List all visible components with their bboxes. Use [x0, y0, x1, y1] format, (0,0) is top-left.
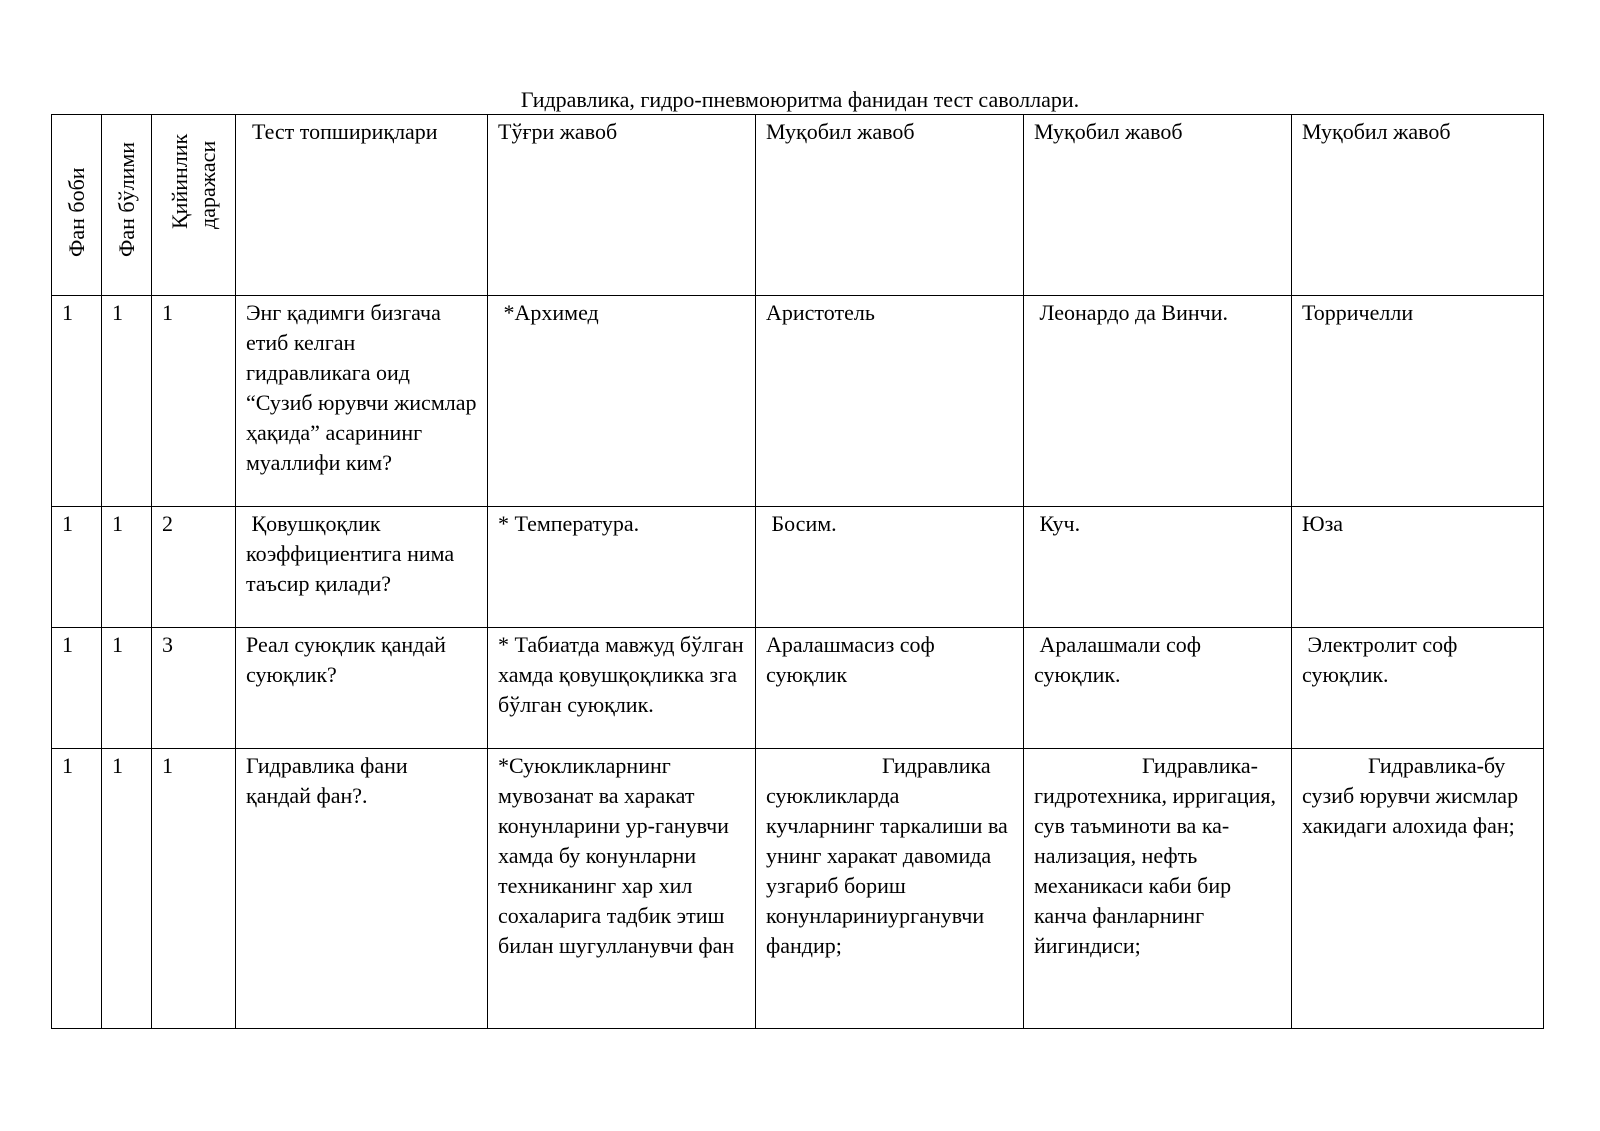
header-task — [236, 115, 488, 296]
cell-difficulty: 3 — [152, 628, 236, 749]
cell-section: 1 — [102, 296, 152, 507]
cell-chapter: 1 — [52, 749, 102, 1029]
header-difficulty — [152, 115, 236, 296]
header-task-label: Тест топшириқлари — [252, 119, 438, 144]
cell-alt2: Аралашмали соф суюқлик. — [1024, 628, 1292, 749]
table-row — [52, 628, 1544, 749]
cell-task: Энг қадимги бизгача етиб келган гидравликага оид “Сузиб юрувчи жисмлар ҳақида” асарининг муаллифи ким? — [236, 296, 488, 507]
cell-task: Гидравлика фани қандай фан?. — [236, 749, 488, 1029]
cell-alt3: Гидравлика-бу сузиб юрувчи жисмлар хакидаги алохида фан; — [1292, 749, 1544, 1029]
cell-alt3: Электролит соф суюқлик. — [1292, 628, 1544, 749]
cell-difficulty: 1 — [152, 296, 236, 507]
header-correct — [488, 115, 756, 296]
cell-alt2: Куч. — [1024, 507, 1292, 628]
cell-chapter: 1 — [52, 628, 102, 749]
header-row — [52, 115, 1544, 296]
cell-correct: * Табиатда мавжуд бўлган хамда қовушқоқликка зга бўлган суюқлик. — [488, 628, 756, 749]
cell-correct: *Архимед — [488, 296, 756, 507]
table-row — [52, 296, 1544, 507]
header-alt3-label: Муқобил жавоб — [1302, 119, 1451, 144]
cell-chapter: 1 — [52, 507, 102, 628]
header-chapter — [52, 115, 102, 296]
cell-section: 1 — [102, 628, 152, 749]
cell-chapter: 1 — [52, 296, 102, 507]
header-alt1 — [756, 115, 1024, 296]
document-title: Гидравлика, гидро-пневмоюритма фанидан тест саволлари. — [520, 87, 1080, 112]
header-section-label: Фан бўлими — [113, 141, 139, 257]
header-alt3 — [1292, 115, 1544, 296]
cell-difficulty: 1 — [152, 749, 236, 1029]
cell-alt1: Босим. — [756, 507, 1024, 628]
table-row — [52, 507, 1544, 628]
cell-difficulty: 2 — [152, 507, 236, 628]
header-alt2 — [1024, 115, 1292, 296]
cell-alt1: Аралашмасиз соф суюқлик — [756, 628, 1024, 749]
header-correct-label: Тўғри жавоб — [498, 119, 618, 144]
cell-section: 1 — [102, 749, 152, 1029]
cell-section: 1 — [102, 507, 152, 628]
cell-alt3: Юза — [1292, 507, 1544, 628]
test-questions-table — [51, 114, 1544, 1029]
header-alt2-label: Муқобил жавоб — [1034, 119, 1183, 144]
header-alt1-label: Муқобил жавоб — [766, 119, 915, 144]
cell-alt1: Гидравлика суюкликларда кучларнинг таркалиши ва унинг харакат давомида узгариб бориш конунлариниурганувчи фандир; — [756, 749, 1024, 1029]
header-section — [102, 115, 152, 296]
header-chapter-label: Фан боби — [63, 167, 89, 257]
header-difficulty-label: Қийинлик даражаси — [166, 133, 220, 229]
cell-task: Қовушқоқлик коэффициентига нима таъсир қилади? — [236, 507, 488, 628]
cell-correct: * Температура. — [488, 507, 756, 628]
cell-alt2: Гидравлика-гидротехника, ирригация, сув таъминоти ва ка-нализация, нефть механикаси каби бир канча фанларнинг йигиндиси; — [1024, 749, 1292, 1029]
cell-alt3: Торричелли — [1292, 296, 1544, 507]
cell-alt1: Аристотель — [756, 296, 1024, 507]
table-row — [52, 749, 1544, 1029]
cell-correct: *Суюкликларнинг мувозанат ва харакат конунларини ур-ганувчи хамда бу конунларни техниканинг хар хил сохаларига тадбик этиш билан шугулланувчи фан — [488, 749, 756, 1029]
cell-task: Реал суюқлик қандай суюқлик? — [236, 628, 488, 749]
cell-alt2: Леонардо да Винчи. — [1024, 296, 1292, 507]
